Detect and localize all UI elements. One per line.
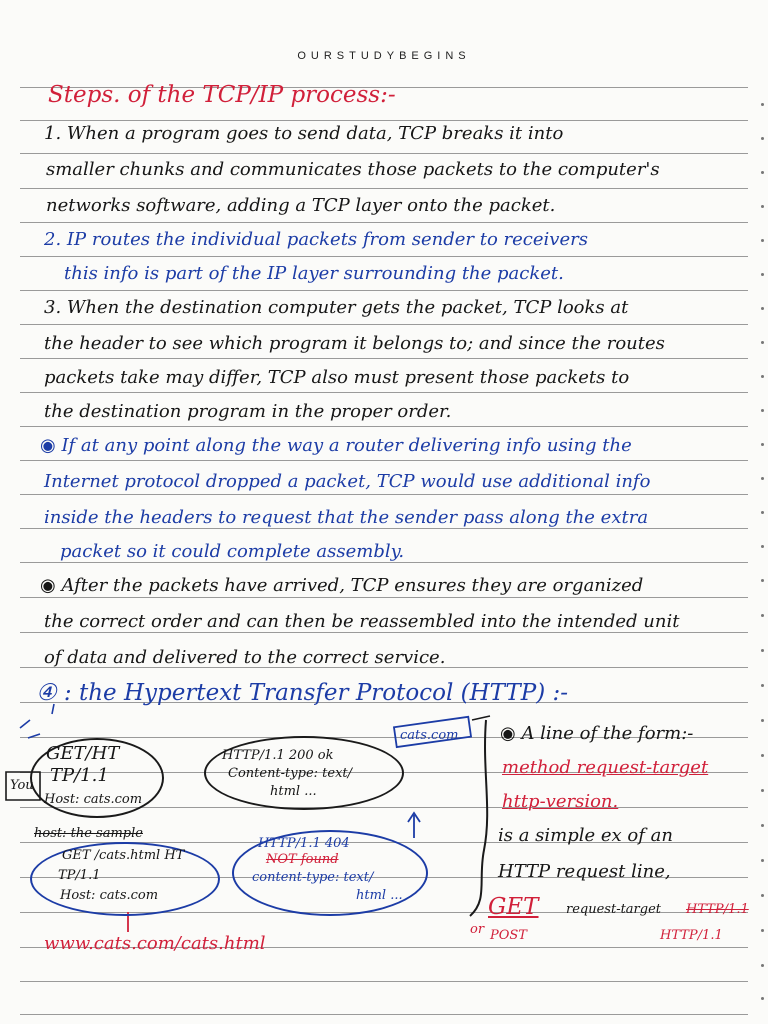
bullet1-line4: packet so it could complete assembly. bbox=[60, 541, 405, 562]
step1-line2: smaller chunks and communicates those packets to the computer's bbox=[46, 159, 660, 180]
step3-line1: 3. When the destination computer gets the packet, TCP looks at bbox=[44, 297, 629, 318]
req2-line2: TP/1.1 bbox=[58, 868, 101, 883]
you-label: You bbox=[10, 778, 34, 793]
bullet1-line2: Internet protocol dropped a packet, TCP would use additional info bbox=[44, 471, 651, 492]
step1-line3: networks software, adding a TCP layer onto the packet. bbox=[46, 195, 556, 216]
bullet-icon: ◉ bbox=[500, 723, 522, 744]
req1-line1: GET/HT bbox=[46, 743, 120, 764]
req2-line3: Host: cats.com bbox=[60, 888, 159, 903]
step3-line3: packets take may differ, TCP also must present those packets to bbox=[44, 367, 630, 388]
side-http11: HTTP/1.1 bbox=[660, 928, 723, 943]
resp1-line3: html ... bbox=[270, 784, 317, 799]
req1-line3: Host: cats.com bbox=[44, 792, 143, 807]
bullet2-line1: ◉ After the packets have arrived, TCP ensures they are organized bbox=[40, 575, 644, 596]
req2-line1: GET /cats.html HT bbox=[62, 848, 185, 863]
bullet1-line1: ◉ If at any point along the way a router delivering info using the bbox=[40, 435, 632, 456]
side-line1: ◉ A line of the form:- bbox=[500, 723, 694, 744]
url-text: www.cats.com/cats.html bbox=[44, 933, 266, 954]
step3-line2: the header to see which program it belongs to; and since the routes bbox=[44, 333, 665, 354]
step2-line2: this info is part of the IP layer surrounding the packet. bbox=[64, 263, 564, 284]
bullet-icon: ◉ bbox=[40, 575, 62, 596]
side-post: POST bbox=[490, 928, 527, 943]
resp1-line1: HTTP/1.1 200 ok bbox=[222, 748, 334, 763]
bullet2-line2: the correct order and can then be reassembled into the intended unit bbox=[44, 611, 680, 632]
resp2-line1: HTTP/1.1 404 bbox=[258, 836, 350, 851]
section-title: Steps. of the TCP/IP process:- bbox=[48, 82, 396, 108]
side-get: GET bbox=[488, 894, 539, 920]
resp2-line4: html ... bbox=[356, 888, 403, 903]
resp1-tag: cats.com bbox=[400, 728, 459, 743]
side-request-target: request-target bbox=[566, 902, 662, 917]
bullet2-line3: of data and delivered to the correct service. bbox=[44, 647, 446, 668]
step2-line1: 2. IP routes the individual packets from sender to receivers bbox=[44, 229, 588, 250]
http-title: ④ : the Hypertext Transfer Protocol (HTTP) :- bbox=[36, 680, 569, 706]
side-line3: http-version. bbox=[502, 791, 619, 812]
resp2-line3: content-type: text/ bbox=[252, 870, 374, 885]
step1-line1: 1. When a program goes to send data, TCP breaks it into bbox=[44, 123, 564, 144]
side-line4: is a simple ex of an bbox=[498, 825, 673, 846]
step3-line4: the destination program in the proper order. bbox=[44, 401, 452, 422]
crossed-note: host: the sample bbox=[34, 826, 143, 841]
side-or: or bbox=[470, 922, 485, 937]
req1-line2: TP/1.1 bbox=[50, 765, 109, 786]
resp1-line2: Content-type: text/ bbox=[228, 766, 353, 781]
side-line5: HTTP request line, bbox=[498, 861, 671, 882]
bullet-icon: ◉ bbox=[40, 435, 62, 456]
page-header: OURSTUDYBEGINS bbox=[297, 50, 471, 62]
side-crossed: HTTP/1.1 bbox=[686, 902, 749, 917]
side-line2: method request-target bbox=[502, 757, 709, 778]
resp2-line2: NOT found bbox=[266, 852, 339, 867]
bullet1-line3: inside the headers to request that the sender pass along the extra bbox=[44, 507, 649, 528]
